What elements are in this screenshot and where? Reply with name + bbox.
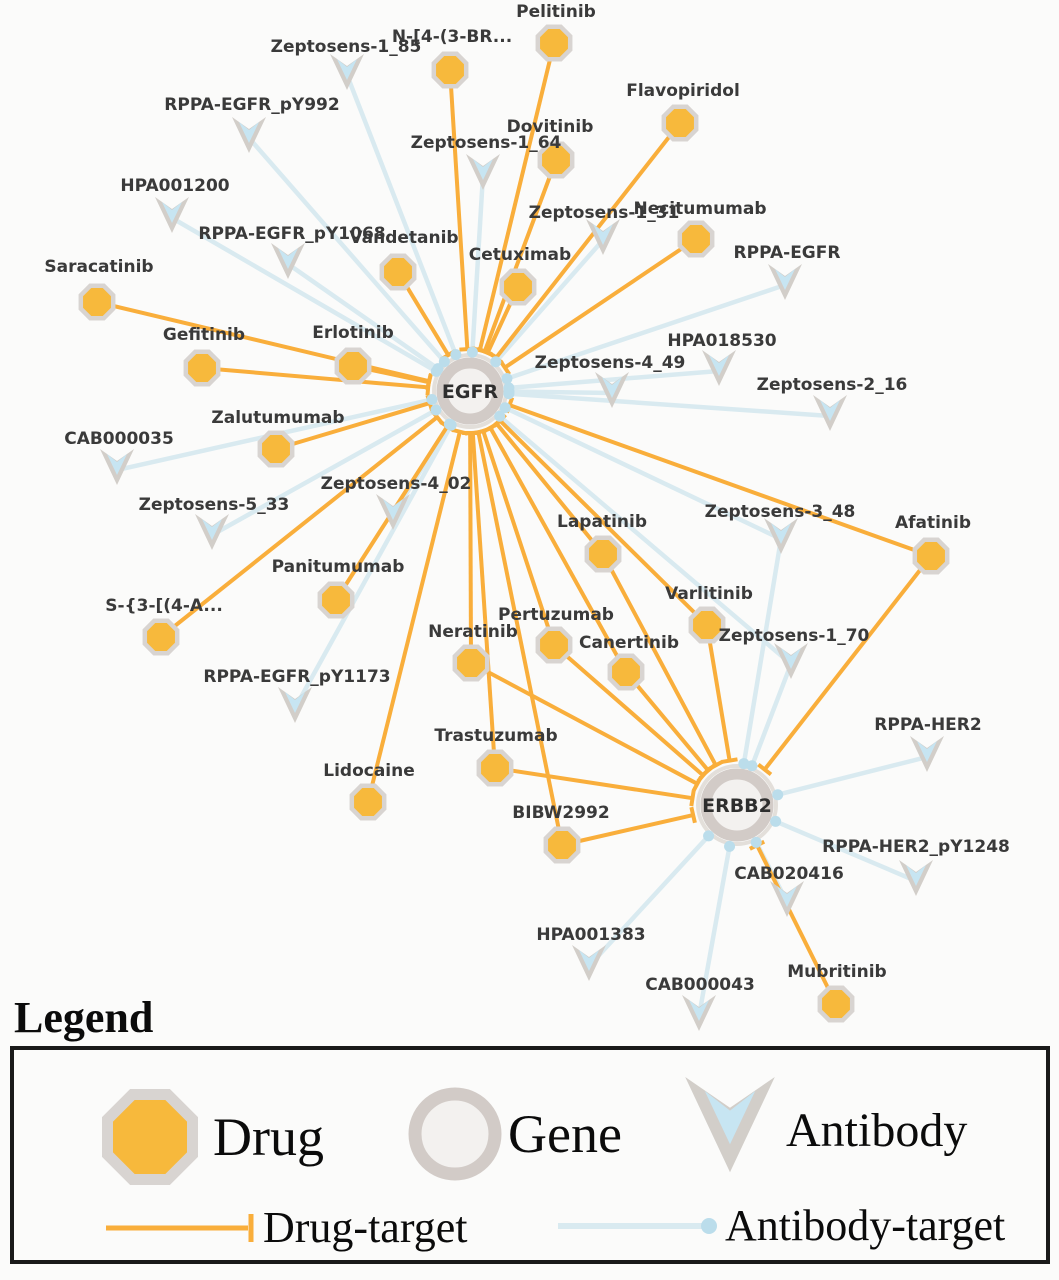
antibody-chevron-icon [774, 643, 808, 679]
antibody-label: CAB000043 [645, 975, 755, 995]
antibody-target-edge-dot [724, 841, 735, 852]
drug-octagon-icon [587, 538, 619, 570]
drug-label: Lapatinib [557, 512, 647, 532]
drug-label: Flavopiridol [626, 81, 740, 101]
antibody-chevron-icon [572, 945, 606, 981]
antibody-node[interactable] [719, 626, 870, 679]
antibody-label: RPPA-EGFR_pY1068 [198, 224, 386, 244]
drug-octagon-icon [479, 752, 511, 784]
drug-target-edge [495, 768, 693, 798]
drug-label: Pelitinib [516, 2, 596, 22]
legend-title: Legend [14, 993, 154, 1042]
drug-octagon-icon [186, 352, 218, 384]
antibody-node[interactable] [822, 837, 1010, 896]
drug-node[interactable] [44, 257, 153, 318]
gene-legend-icon [415, 1094, 495, 1174]
drug-node[interactable] [895, 513, 971, 572]
antibody-label: HPA018530 [667, 331, 777, 351]
drug-octagon-icon [352, 786, 384, 818]
antibody-label: Zeptosens-5_33 [138, 495, 290, 515]
drug-label: Dovitinib [506, 117, 594, 137]
drug-label: Varlitinib [665, 584, 753, 604]
antibody-label: RPPA-EGFR_pY1173 [203, 667, 391, 687]
drug-label: N-[4-(3-BR... [391, 27, 513, 47]
antibody-chevron-icon [278, 687, 312, 723]
antibody-node[interactable] [139, 495, 290, 550]
antibody-label: Zeptosens-1_31 [528, 203, 680, 223]
drug-node[interactable] [211, 408, 344, 465]
gene-label: EGFR [441, 381, 499, 403]
drug-octagon-icon [145, 621, 177, 653]
drug-octagon-icon [455, 647, 487, 679]
antibody-target-edge-dot [467, 347, 478, 358]
antibody-node[interactable] [757, 375, 908, 431]
drug-octagon-icon [680, 223, 712, 255]
antibody-label: HPA001383 [536, 925, 646, 945]
antibody-chevron-icon [155, 197, 189, 233]
drug-label: Gefitinib [162, 325, 246, 345]
antibody-target-edge-dot [430, 405, 441, 416]
antibody-node[interactable] [203, 667, 390, 723]
drug-octagon-icon [320, 584, 352, 616]
antibody-node[interactable] [536, 925, 645, 981]
antibody-label: Zeptosens-4_02 [320, 474, 472, 494]
antibody-chevron-icon [770, 881, 804, 917]
drug-target-edge-tee [691, 790, 693, 806]
antibody-label: Zeptosens-1_85 [270, 37, 422, 57]
antibody-label: RPPA-HER2_pY1248 [822, 837, 1010, 857]
drug-node[interactable] [557, 512, 647, 570]
antibody-label: CAB020416 [734, 864, 844, 884]
drug-node[interactable] [323, 761, 415, 818]
drug-label: Lidocaine [323, 761, 415, 781]
drug-octagon-icon [820, 988, 852, 1020]
drug-node[interactable] [516, 2, 596, 59]
drug-label: Pertuzumab [498, 605, 614, 625]
antibody-chevron-icon [232, 117, 266, 153]
gene-legend-label: Gene [508, 1104, 622, 1164]
drug-octagon-icon [502, 271, 534, 303]
drug-label: Trastuzumab [434, 726, 558, 746]
drug-label: Saracatinib [44, 257, 154, 277]
antibody-label: CAB000035 [64, 429, 174, 449]
antibody-label: HPA001200 [120, 176, 230, 196]
antibody-chevron-icon [466, 154, 500, 190]
antibody-node[interactable] [705, 502, 856, 554]
drug-label: Vandetanib [349, 228, 459, 248]
antibody-chevron-icon [768, 264, 802, 300]
antibody-node[interactable] [321, 474, 472, 530]
drug-node[interactable] [105, 596, 223, 653]
antibody-target-edge-dot [426, 394, 437, 405]
drug-node[interactable] [272, 557, 405, 616]
drug-octagon-icon [260, 433, 292, 465]
antibody-legend-label: Antibody [786, 1104, 968, 1157]
drug-octagon-icon [434, 54, 466, 86]
drug-target-edge-tee [722, 759, 738, 762]
antibody-target-edge-dot [494, 411, 505, 422]
drug-octagon-icon [546, 829, 578, 861]
antibody-chevron-icon [764, 518, 798, 554]
drug-target-edge-tee [691, 807, 695, 823]
antibody-chevron-icon [195, 514, 229, 550]
antibody-node[interactable] [734, 243, 841, 300]
drug-label: Necitumumab [633, 199, 767, 219]
antibody-target-edge-dot [501, 373, 512, 384]
antibody-target-edge-dot [747, 760, 758, 771]
drug-target-edge [473, 433, 495, 768]
antibody-node[interactable] [734, 864, 844, 917]
legend [12, 993, 1048, 1262]
antibody-label: Zeptosens-1_70 [718, 626, 870, 646]
antibody-target-edge [778, 757, 927, 795]
drug-node[interactable] [428, 622, 518, 679]
drug-node[interactable] [163, 325, 245, 384]
antibody-label: Zeptosens-1_64 [410, 133, 562, 153]
drug-label: Panitumumab [271, 557, 405, 577]
graph-layer [44, 2, 1009, 1031]
antibody-label: RPPA-EGFR_pY992 [164, 95, 340, 115]
drug-node[interactable] [626, 81, 740, 139]
antibody-label: Zeptosens-3_48 [704, 502, 856, 522]
antibody-target-edge-dot [433, 363, 444, 374]
drug-target-edge [496, 123, 680, 358]
drug-node[interactable] [787, 962, 886, 1020]
drug-target-legend-label: Drug-target [263, 1203, 468, 1252]
antibody-target-edge-dot [503, 388, 514, 399]
drug-label: Canertinib [578, 633, 680, 653]
antibody-node[interactable] [271, 37, 422, 90]
gene-label: ERBB2 [702, 795, 772, 817]
antibody-target-edge-dot [772, 789, 783, 800]
antibody-label: Zeptosens-2_16 [756, 375, 908, 395]
drug-octagon-icon [538, 629, 570, 661]
antibody-target-edge-dot [703, 830, 714, 841]
antibody-target-edge-dot [770, 816, 781, 827]
antibody-label: RPPA-EGFR [733, 243, 841, 263]
antibody-target-edge-sample-dot [701, 1218, 717, 1234]
antibody-target-legend-label: Antibody-target [725, 1201, 1006, 1250]
drug-octagon-icon [382, 256, 414, 288]
drug-label: Erlotinib [312, 323, 394, 343]
drug-node[interactable] [512, 803, 609, 861]
drug-octagon-icon [664, 107, 696, 139]
antibody-label: Zeptosens-4_49 [534, 353, 686, 373]
drug-label: S-{3-[(4-A... [105, 596, 223, 616]
drug-label: Neratinib [428, 622, 518, 642]
antibody-node[interactable] [164, 95, 339, 153]
antibody-target-edge-dot [490, 356, 501, 367]
antibody-chevron-icon [910, 736, 944, 772]
antibody-target-edge [509, 394, 830, 416]
antibody-target-edge-dot [450, 349, 461, 360]
drug-octagon-icon [538, 27, 570, 59]
drug-label: Cetuximab [468, 245, 572, 265]
drug-octagon-icon [915, 540, 947, 572]
antibody-node[interactable] [64, 429, 174, 485]
drug-legend-icon [108, 1095, 193, 1180]
antibody-chevron-icon [702, 350, 736, 386]
drug-label: BIBW2992 [512, 803, 610, 823]
antibody-target-edge-dot [446, 420, 457, 431]
drug-label: Zalutumumab [211, 408, 345, 428]
drug-octagon-icon [337, 350, 369, 382]
antibody-target-edge [589, 836, 709, 966]
antibody-chevron-icon [682, 995, 716, 1031]
drug-legend-label: Drug [213, 1107, 324, 1167]
drug-target-edge [450, 70, 467, 349]
drug-octagon-icon [610, 656, 642, 688]
antibody-label: RPPA-HER2 [874, 715, 982, 735]
antibody-node[interactable] [874, 715, 981, 772]
drug-octagon-icon [81, 286, 113, 318]
antibody-chevron-icon [330, 54, 364, 90]
antibody-target-edge-dot [751, 837, 762, 848]
drug-label: Afatinib [894, 513, 972, 533]
drug-label: Mubritinib [787, 962, 887, 982]
